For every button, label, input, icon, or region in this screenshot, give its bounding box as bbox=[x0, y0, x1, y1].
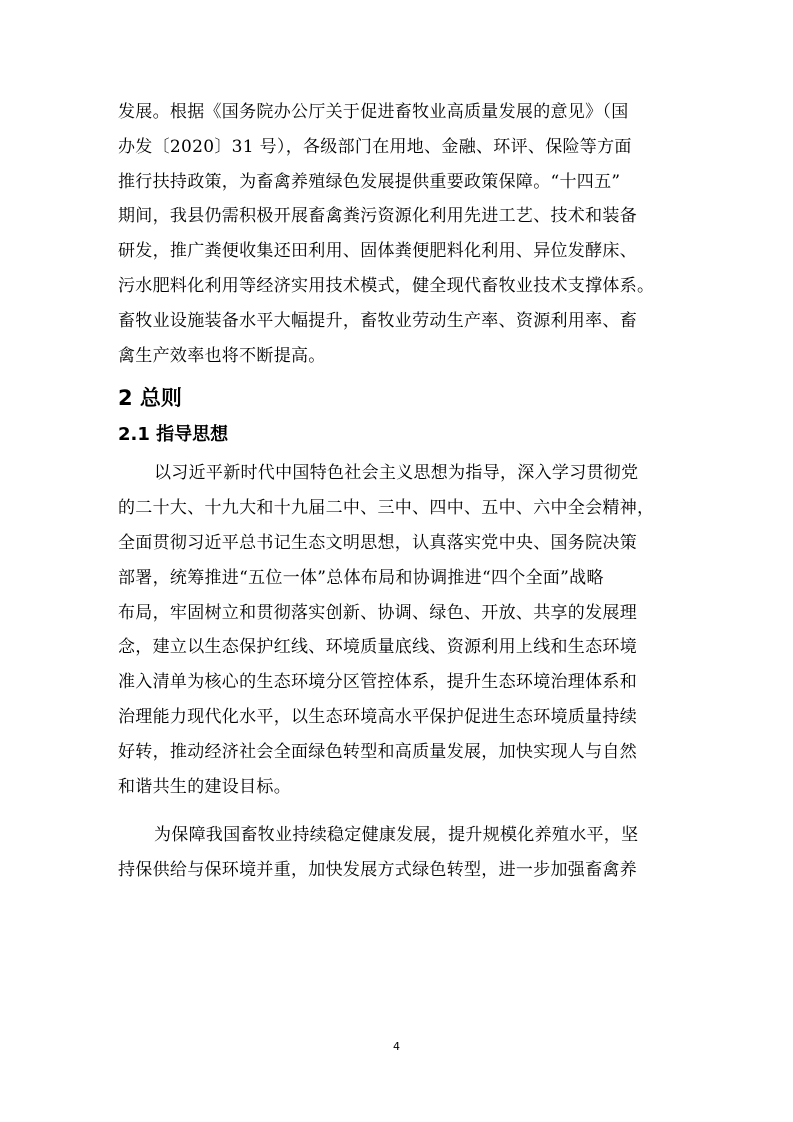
text-line: 准入清单为核心的生态环境分区管控体系，提升生态环境治理体系和 bbox=[118, 672, 637, 693]
text-line: 发展。根据《国务院办公厅关于促进畜牧业高质量发展的意见》（国 bbox=[118, 102, 629, 122]
text-line: 污水肥料化利用等经济实用技术模式，健全现代畜牧业技术支撑体系。 bbox=[118, 275, 655, 296]
text-line: 全面贯彻习近平总书记生态文明思想，认真落实党中央、国务院决策 bbox=[118, 532, 637, 553]
text-line: 为保障我国畜牧业持续稳定健康发展，提升规模化养殖水平，坚 bbox=[154, 825, 639, 846]
intro-paragraph bbox=[118, 95, 690, 373]
text-line: 念，建立以生态保护红线、环境质量底线、资源利用上线和生态环境 bbox=[118, 637, 637, 658]
text-line: 研发，推广粪便收集还田利用、固体粪便肥料化利用、异位发酵床、 bbox=[118, 241, 637, 262]
text-line: 布局，牢固树立和贯彻落实创新、协调、绿色、开放、共享的发展理 bbox=[118, 602, 637, 623]
text-line: 持保供给与保环境并重，加快发展方式绿色转型，进一步加强畜禽养 bbox=[118, 860, 637, 881]
text-line: 部署，统筹推进“五位一体”总体布局和协调推进“四个全面”战略 bbox=[118, 567, 604, 588]
text-line: 好转，推动经济社会全面绿色转型和高质量发展，加快实现人与自然 bbox=[118, 741, 637, 762]
text-line: 办发〔2020〕31 号），各级部门在用地、金融、环评、保险等方面 bbox=[118, 136, 632, 157]
paragraph-gap bbox=[118, 804, 690, 818]
text-line: 推行扶持政策，为畜禽养殖绿色发展提供重要政策保障。“十四五” bbox=[118, 171, 621, 192]
guiding-thought-paragraph bbox=[118, 456, 690, 804]
page-number: 4 bbox=[393, 1040, 400, 1053]
text-line: 治理能力现代化水平，以生态环境高水平保护促进生态环境质量持续 bbox=[118, 706, 637, 727]
text-line: 畜牧业设施装备水平大幅提升，畜牧业劳动生产率、资源利用率、畜 bbox=[118, 310, 637, 331]
subsection-heading: 2.1 指导思想 bbox=[118, 424, 229, 446]
text-line: 的二十大、十九大和十九届二中、三中、四中、五中、六中全会精神， bbox=[118, 498, 655, 519]
text-line: 禽生产效率也将不断提高。 bbox=[118, 345, 326, 366]
text-line: 和谐共生的建设目标。 bbox=[118, 776, 291, 797]
page-body bbox=[118, 95, 690, 888]
text-line: 以习近平新时代中国特色社会主义思想为指导，深入学习贯彻党 bbox=[154, 463, 639, 484]
text-line: 期间，我县仍需积极开展畜禽粪污资源化利用先进工艺、技术和装备 bbox=[118, 206, 637, 227]
section-heading: 2 总则 bbox=[118, 386, 182, 411]
livestock-paragraph bbox=[118, 818, 690, 888]
